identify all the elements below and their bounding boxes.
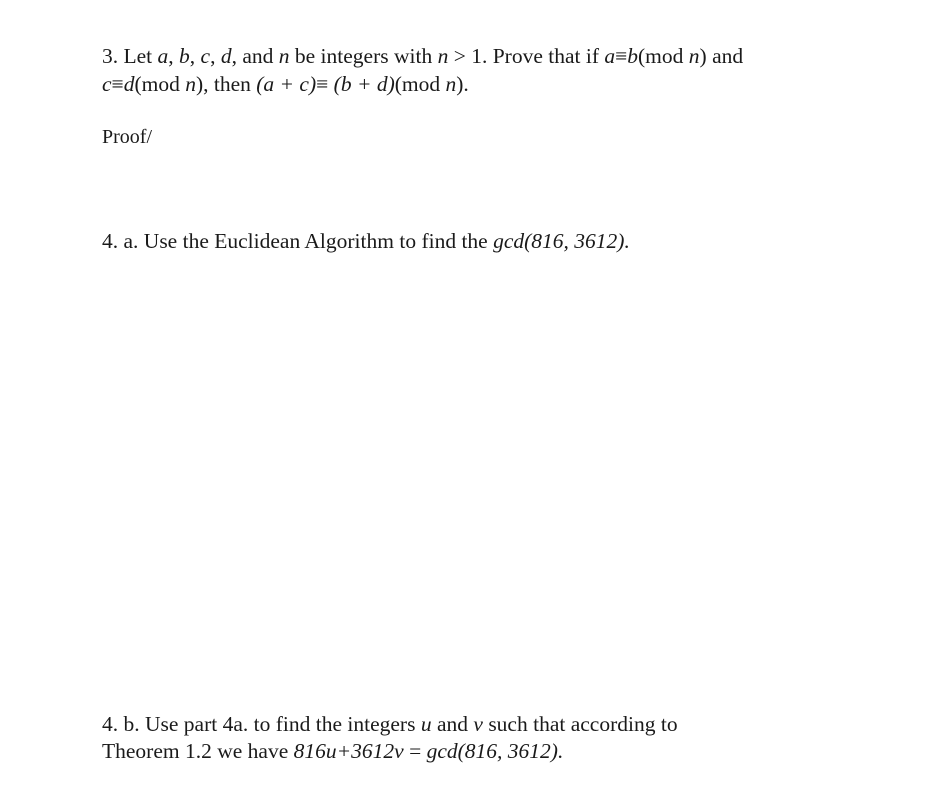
text: , [210,44,221,68]
gcd-expression: gcd(816, 3612). [493,229,630,253]
var-n: n [185,72,196,96]
var-b: b [627,44,639,68]
text: (mod [394,72,446,96]
text: and [431,712,474,736]
text: > 1. Prove that if [448,44,605,68]
var-n: n [688,44,700,68]
congruence-symbol: ≡ [615,44,628,68]
var-c: c [200,44,211,68]
var-c: c [102,72,112,96]
text: 4. a. Use the Euclidean Algorithm to find the [102,229,494,253]
text: (mod [638,44,689,68]
congruence-symbol: ≡ [111,72,124,96]
text: , and [231,44,279,68]
equals-sign: = [403,739,427,763]
text: such that according to [482,712,678,736]
var-d: d [123,72,135,96]
var-n: n [278,44,290,68]
var-a: a [157,44,169,68]
gcd-expression: gcd(816, 3612). [426,739,564,763]
var-u: u [420,712,432,736]
text: ), then [195,72,257,96]
question-4b-line-1 [102,711,678,737]
text: (mod [134,72,186,96]
text: Theorem 1.2 we have [102,739,294,763]
var-n: n [445,72,457,96]
var-d: d [220,44,232,68]
var-a: a [604,44,616,68]
var-v: v [473,712,483,736]
congruence-symbol: ≡ [316,72,334,96]
var-n: n [437,44,449,68]
question-4a [102,228,630,254]
expr-a-plus-c: (a + c) [256,72,317,96]
question-3-line-2 [102,71,469,97]
var-b: b [179,44,190,68]
text: 3. Let [102,44,158,68]
linear-combination: 816u+3612v [293,739,404,763]
text: 4. b. Use part 4a. to find the integers [102,712,421,736]
text: ) and [699,44,744,68]
text: , [189,44,201,68]
question-4b-line-2 [102,738,563,764]
proof-label: Proof/ [102,126,152,148]
text: , [168,44,180,68]
text: ). [456,72,469,96]
text: be integers with [289,44,438,68]
expr-b-plus-d: (b + d) [333,72,395,96]
question-3-line-1 [102,43,743,69]
